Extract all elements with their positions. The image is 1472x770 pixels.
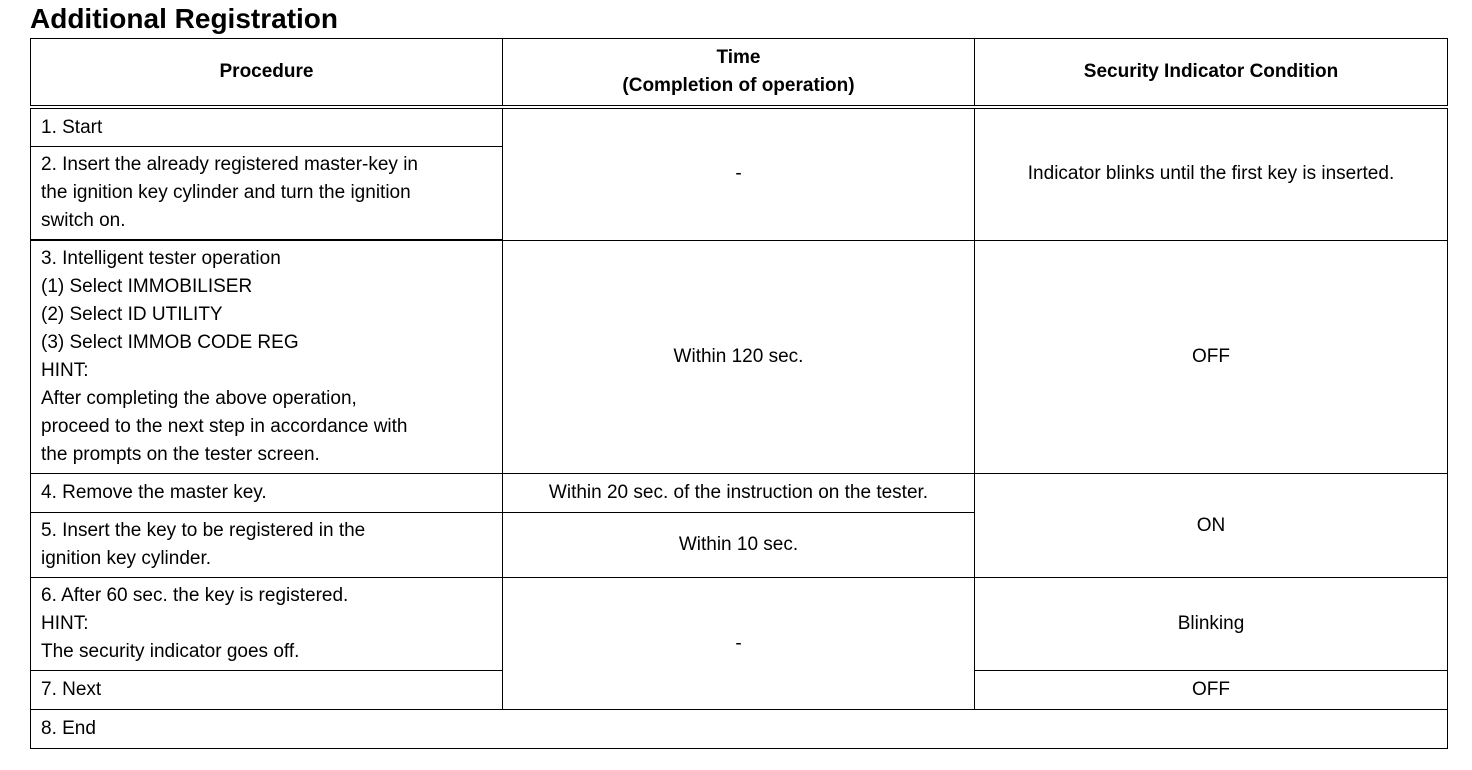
indicator-step-6-cell: Blinking <box>975 578 1448 671</box>
header-procedure: Procedure <box>31 39 503 108</box>
page-title: Additional Registration <box>30 3 338 34</box>
indicator-step-3-cell: OFF <box>975 240 1448 474</box>
table-header-row <box>31 39 1448 108</box>
step-6-cell <box>31 578 503 671</box>
header-time-title: Time <box>716 47 761 68</box>
step-6-hint-label: HINT: <box>41 613 89 634</box>
step-2-cell <box>31 147 503 241</box>
time-step-4-cell: Within 20 sec. of the instruction on the tester. <box>503 474 975 513</box>
registration-table <box>30 38 1448 749</box>
table-row <box>31 107 1448 147</box>
time-step-5-cell: Within 10 sec. <box>503 513 975 578</box>
header-time-subtitle: (Completion of operation) <box>622 75 855 96</box>
step-8-cell: 8. End <box>31 710 1448 749</box>
step-3-line: 3. Intelligent tester operation <box>41 248 281 269</box>
step-7-cell: 7. Next <box>31 671 503 710</box>
step-6-line: The security indicator goes off. <box>41 641 300 662</box>
step-2-line: switch on. <box>41 210 126 231</box>
header-indicator: Security Indicator Condition <box>975 39 1448 108</box>
table-row <box>31 710 1448 749</box>
time-step-3-cell: Within 120 sec. <box>503 240 975 474</box>
step-5-line: 5. Insert the key to be registered in the <box>41 520 366 541</box>
header-time <box>503 39 975 108</box>
time-steps-6-7-cell: - <box>503 578 975 710</box>
step-6-line: 6. After 60 sec. the key is registered. <box>41 585 349 606</box>
step-5-line: ignition key cylinder. <box>41 548 212 569</box>
step-3-line: (2) Select ID UTILITY <box>41 304 223 325</box>
step-5-cell <box>31 513 503 578</box>
step-3-line: (3) Select IMMOB CODE REG <box>41 332 299 353</box>
step-2-line: the ignition key cylinder and turn the ignition <box>41 182 411 203</box>
step-4-cell: 4. Remove the master key. <box>31 474 503 513</box>
step-3-line: After completing the above operation, <box>41 388 357 409</box>
table-row <box>31 578 1448 671</box>
indicator-steps-4-5-cell: ON <box>975 474 1448 578</box>
step-1-cell: 1. Start <box>31 107 503 147</box>
time-steps-1-2-cell: - <box>503 107 975 240</box>
indicator-step-7-cell: OFF <box>975 671 1448 710</box>
step-3-cell <box>31 240 503 474</box>
step-3-hint-label: HINT: <box>41 360 89 381</box>
indicator-steps-1-2-cell: Indicator blinks until the first key is inserted. <box>975 107 1448 240</box>
step-3-line: proceed to the next step in accordance with <box>41 416 408 437</box>
step-3-line: (1) Select IMMOBILISER <box>41 276 253 297</box>
table-row <box>31 474 1448 513</box>
step-2-line: 2. Insert the already registered master-key in <box>41 154 419 175</box>
table-row <box>31 240 1448 474</box>
step-3-line: the prompts on the tester screen. <box>41 444 320 465</box>
